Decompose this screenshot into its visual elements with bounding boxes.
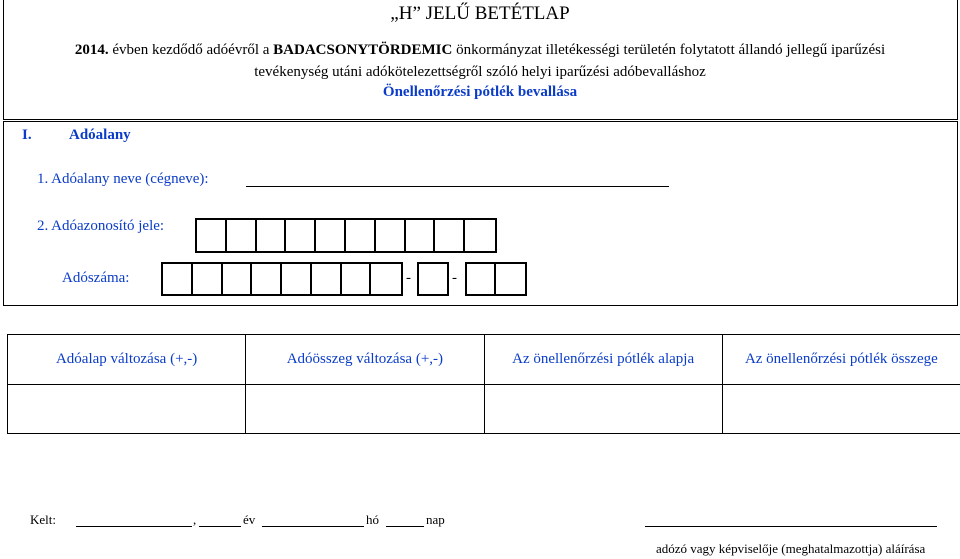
tax-number-box[interactable] [252, 264, 282, 294]
tax-number-box[interactable] [163, 264, 193, 294]
signature-caption: adózó vagy képviselője (meghatalmazottja) aláírása [656, 541, 926, 556]
table-header-base-change: Adóalap változása (+,-) [8, 335, 246, 385]
place-label: Kelt: [30, 512, 56, 527]
section-title: Adóalany [69, 127, 131, 143]
place-field[interactable] [76, 526, 192, 527]
table-header-surcharge-amount: Az önellenőrzési pótlék összege [722, 335, 960, 385]
day-label: nap [426, 512, 445, 527]
form-subtitle: Önellenőrzési pótlék bevallása [382, 84, 578, 100]
tax-number-box[interactable] [312, 264, 342, 294]
tax-id-box[interactable] [346, 220, 376, 251]
intro-municipality: BADACSONYTÖRDEMIC [273, 42, 453, 58]
tax-id-box[interactable] [406, 220, 436, 251]
date-comma: , [193, 512, 197, 527]
intro-text-line-1 [0, 42, 960, 59]
tax-number-box[interactable] [282, 264, 312, 294]
signature-field[interactable] [645, 526, 937, 527]
tax-number-label: Adószáma: [62, 270, 130, 286]
tax-id-box[interactable] [316, 220, 346, 251]
tax-number-box[interactable] [419, 264, 447, 294]
table-header-row [8, 335, 960, 385]
tax-id-box[interactable] [465, 220, 495, 251]
tax-number-boxes-part-2[interactable] [417, 262, 449, 296]
intro-part-1: évben kezdődő adóévről a [108, 42, 274, 58]
tax-number-box[interactable] [223, 264, 253, 294]
tax-number-dash: - [452, 270, 457, 286]
year-field[interactable] [199, 526, 241, 527]
table-cell-surcharge-base[interactable] [484, 385, 722, 434]
tax-number-box[interactable] [467, 264, 496, 294]
taxpayer-name-label: 1. Adóalany neve (cégneve): [37, 171, 209, 187]
tax-number-boxes-part-1[interactable] [161, 262, 403, 296]
table-cell-base-change[interactable] [8, 385, 246, 434]
month-label: hó [366, 512, 379, 527]
tax-id-box[interactable] [376, 220, 406, 251]
intro-year: 2014. [74, 42, 109, 58]
table-header-amount-change: Adóösszeg változása (+,-) [246, 335, 484, 385]
tax-number-box[interactable] [342, 264, 372, 294]
tax-id-boxes[interactable] [195, 218, 497, 253]
tax-id-box[interactable] [257, 220, 287, 251]
tax-id-box[interactable] [197, 220, 227, 251]
intro-text-line-2: tevékenység utáni adókötelezettségről szóló helyi iparűzési adóbevalláshoz [254, 64, 706, 80]
form-title: „H” JELŰ BETÉTLAP [390, 3, 570, 24]
table-cell-amount-change[interactable] [246, 385, 484, 434]
tax-id-box[interactable] [286, 220, 316, 251]
tax-number-dash: - [406, 270, 411, 286]
month-field[interactable] [262, 526, 364, 527]
year-label: év [243, 512, 256, 527]
surcharge-table [7, 334, 960, 434]
tax-number-boxes-part-3[interactable] [465, 262, 527, 296]
table-row [8, 385, 960, 434]
taxpayer-name-field[interactable] [246, 186, 669, 187]
day-field[interactable] [386, 526, 424, 527]
tax-id-box[interactable] [435, 220, 465, 251]
tax-number-box[interactable] [496, 264, 525, 294]
table-cell-surcharge-amount[interactable] [722, 385, 960, 434]
intro-part-2: önkormányzat illetékességi területén folytatott állandó jellegű iparűzési [452, 42, 886, 58]
tax-id-box[interactable] [227, 220, 257, 251]
tax-number-box[interactable] [371, 264, 401, 294]
tax-number-box[interactable] [193, 264, 223, 294]
section-number: I. [22, 127, 32, 143]
table-header-surcharge-base: Az önellenőrzési pótlék alapja [484, 335, 722, 385]
tax-id-label: 2. Adóazonosító jele: [37, 218, 165, 234]
